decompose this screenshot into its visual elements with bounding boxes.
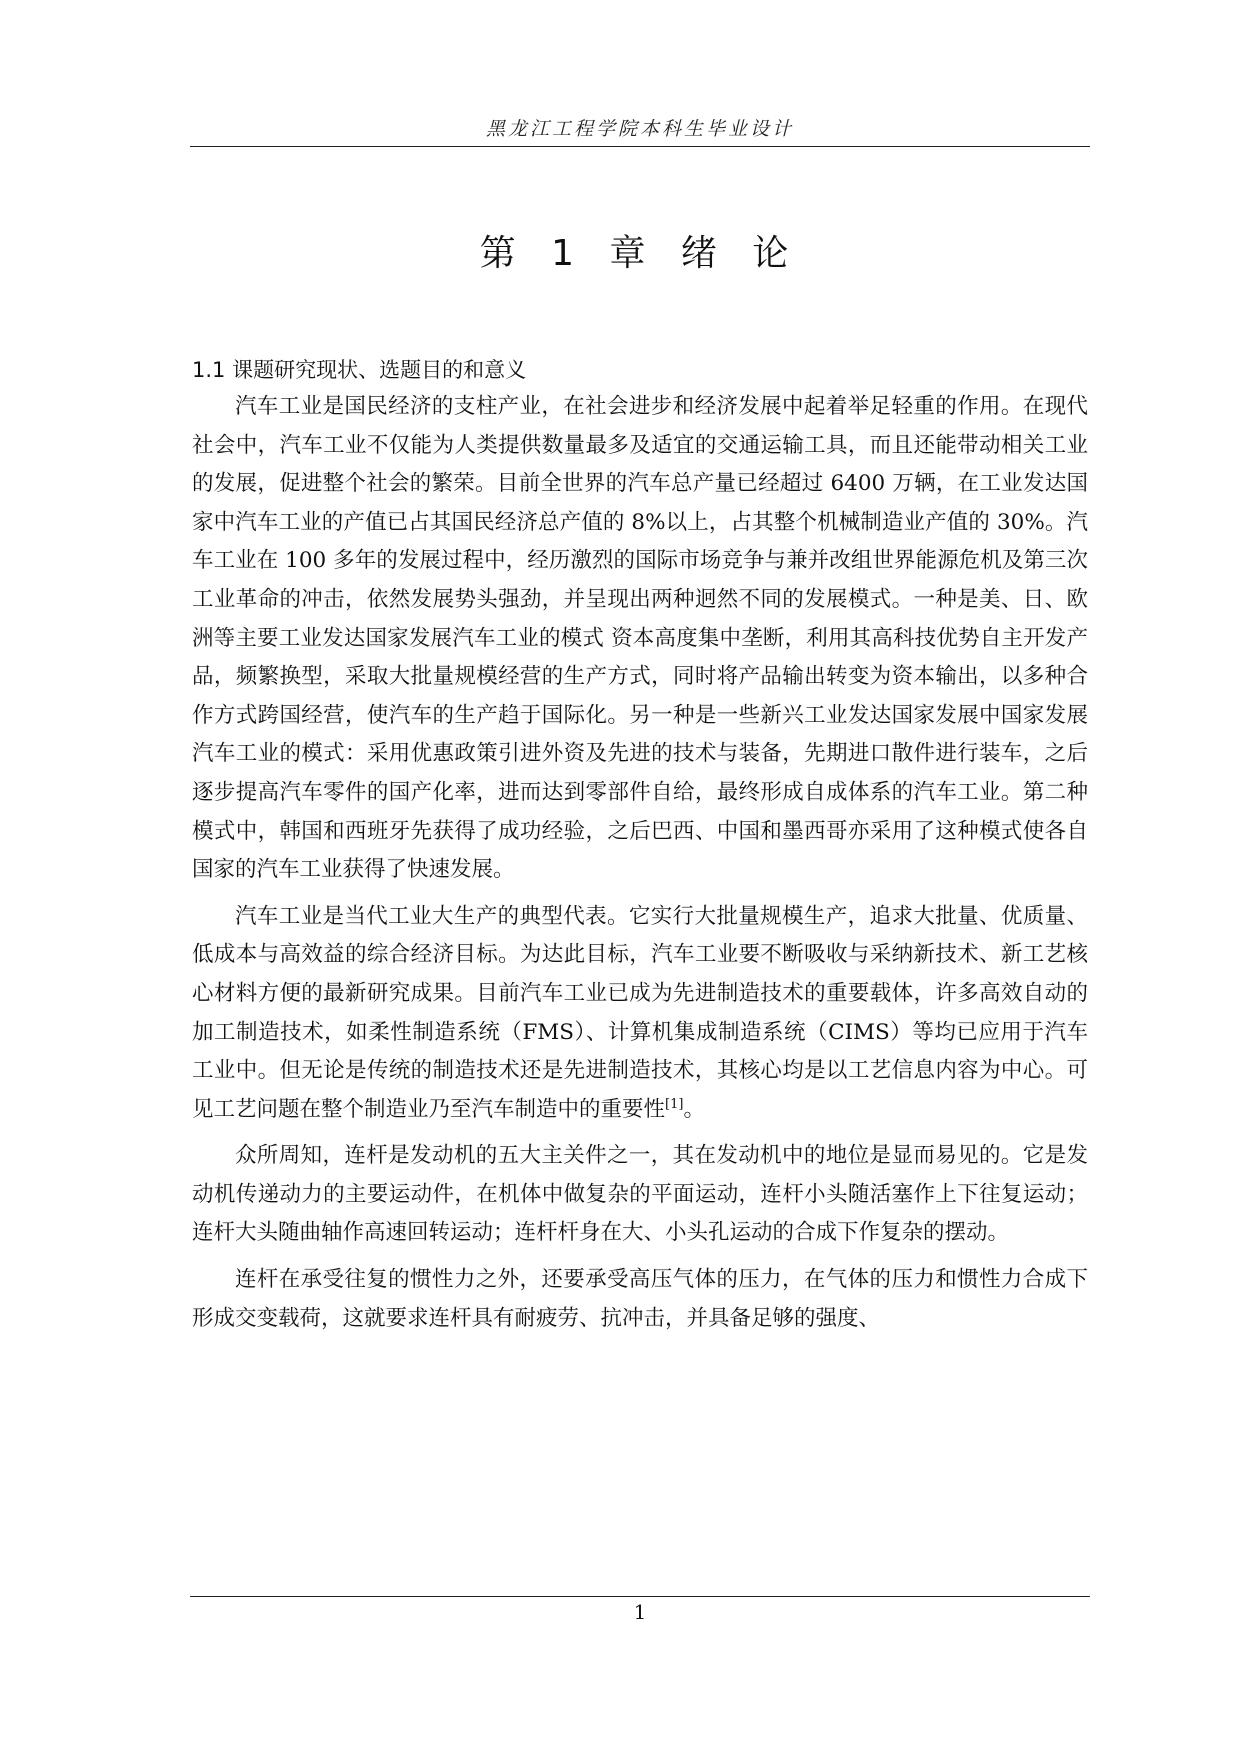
body-text (192, 388, 1088, 1338)
paragraph-text: 连杆在承受往复的惯性力之外，还要承受高压气体的压力，在气体的压力和惯性力合成下形成交变载荷，这就要求连杆具有耐疲劳、抗冲击，并具备足够的强度、 (192, 1267, 1088, 1331)
paragraph (192, 898, 1088, 1130)
paragraph-tail: 。 (683, 1096, 705, 1122)
paragraph (192, 388, 1088, 890)
paragraph (192, 1261, 1088, 1338)
paragraph-text: 汽车工业是当代工业大生产的典型代表。它实行大批量规模生产，追求大批量、优质量、低成本与高效益的综合经济目标。为达此目标，汽车工业要不断吸收与采纳新技术、新工艺核心材料方便的最新研究成果。目前汽车工业已成为先进制造技术的重要载体，许多高效自动的加工制造技术，如柔性制造系统（FMS）、计算机集成制造系统（CIMS）等均已应用于汽车工业中。但无论是传统的制造技术还是先进制造技术，其核心均是以工艺信息内容为中心。可见工艺问题在整个制造业乃至汽车制造中的重要性 (192, 903, 1088, 1122)
paragraph (192, 1137, 1088, 1253)
header-divider (190, 146, 1090, 147)
citation-marker: [1] (665, 1096, 684, 1112)
footer-divider (190, 1596, 1090, 1597)
running-header: 黑龙江工程学院本科生毕业设计 (485, 118, 794, 140)
paragraph-text: 汽车工业是国民经济的支柱产业，在社会进步和经济发展中起着举足轻重的作用。在现代社会中，汽车工业不仅能为人类提供数量最多及适宜的交通运输工具，而且还能带动相关工业的发展，促进整个社会的繁荣。目前全世界的汽车总产量已经超过 6400 万辆，在工业发达国家中汽车工业的产值已占其国民经济总产值的 8%以上，占其整个机械制造业产值的 30%。汽车工业在 100 多年的发展过程中，经历激烈的国际市场竞争与兼并改组世界能源危机及第三次工业革命的冲击，依然发展势头强劲，并呈现出两种迥然不同的发展模式。一种是美、日、欧洲等主要工业发达国家发展汽车工业的模式 资本高度集中垄断，利用其高科技优势自主开发产品，频繁换型，采取大批量规模经营的生产方式，同时将产品输出转变为资本输出，以多种合作方式跨国经营，使汽车的生产趋于国际化。另一种是一些新兴工业发达国家发展中国家发展汽车工业的模式：采用优惠政策引进外资及先进的技术与装备，先期进口散件进行装车，之后逐步提高汽车零件的国产化率，进而达到零部件自给，最终形成自成体系的汽车工业。第二种模式中，韩国和西班牙先获得了成功经验，之后巴西、中国和墨西哥亦采用了这种模式使各自国家的汽车工业获得了快速发展。 (192, 394, 1088, 883)
page-number: 1 (633, 1600, 647, 1624)
chapter-title: 第 1 章 绪 论 (479, 233, 801, 274)
section-heading: 1.1 课题研究现状、选题目的和意义 (192, 358, 527, 382)
paragraph-text: 众所周知，连杆是发动机的五大主关件之一，其在发动机中的地位是显而易见的。它是发动机传递动力的主要运动件，在机体中做复杂的平面运动，连杆小头随活塞作上下往复运动；连杆大头随曲轴作高速回转运动；连杆杆身在大、小头孔运动的合成下作复杂的摆动。 (192, 1143, 1088, 1246)
